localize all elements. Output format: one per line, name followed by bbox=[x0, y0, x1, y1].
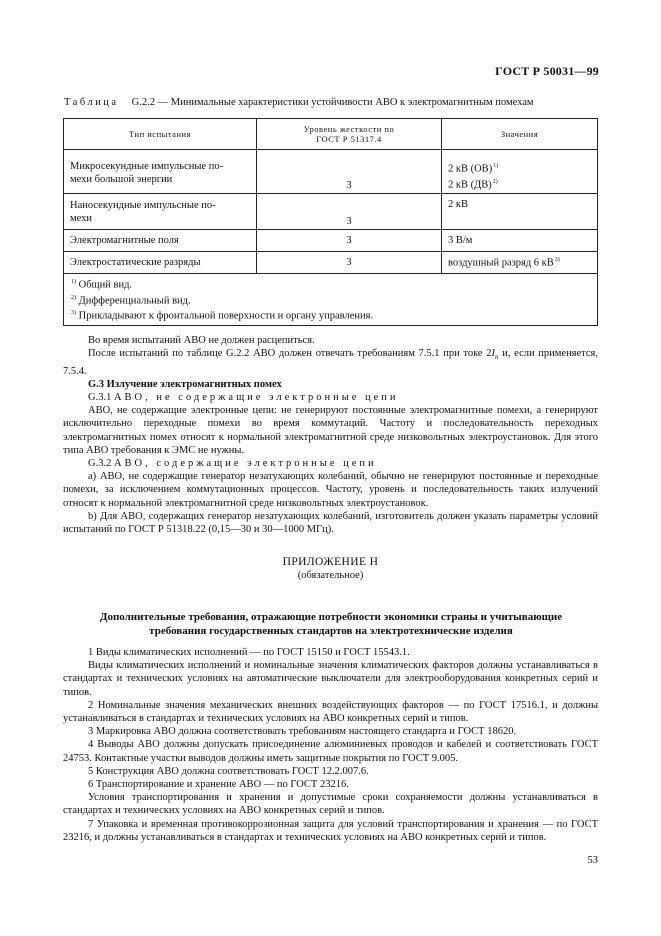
note-mark: 2) bbox=[71, 294, 76, 301]
note-mark: 3) bbox=[71, 310, 76, 316]
note-text: Прикладывают к фронтальной поверхности и органу управления. bbox=[78, 310, 374, 322]
footnote-mark: 3) bbox=[554, 256, 560, 263]
footnote-mark: 2) bbox=[492, 178, 498, 185]
current-symbol: I bbox=[491, 348, 496, 360]
row-value: воздушный разряд 6 кВ bbox=[448, 257, 554, 269]
paragraph: АВО, не содержащие электронные цепи: не генерируют постоянные электромагнитные помехи, а генерируют исключительно переходные помехи во время коммутаций. Частоту и последовательность переходных электромагнитных помех относят к нормальной электромагнитной среде низковольтных электроустановок. Для этого типа АВО требования к ЭМС не нужны. bbox=[63, 405, 598, 456]
table-row bbox=[64, 252, 598, 274]
subsection-heading bbox=[63, 391, 598, 404]
list-item: 6 Транспортирование и хранение АВО — по ГОСТ 23216. bbox=[88, 779, 349, 791]
row-level bbox=[257, 194, 442, 230]
row-value: 2 кВ (ДВ) bbox=[448, 179, 492, 190]
row-type: Наносекундные импульсные по- мехи bbox=[70, 200, 216, 224]
subsection-number: G.3.1 bbox=[88, 391, 112, 403]
table-header-row bbox=[64, 119, 598, 150]
paragraph: Во время испытаний АВО не должен расцепиться. bbox=[88, 335, 315, 346]
table-note bbox=[70, 307, 591, 323]
row-level-value: 3 bbox=[346, 180, 352, 191]
paragraph-part: и, если применяется, 7.5.4. bbox=[63, 348, 599, 377]
row-level: 3 bbox=[257, 252, 442, 274]
row-values bbox=[448, 152, 591, 191]
list-item: Виды климатических исполнений и номинальные значения климатических факторов должны устанавливаться в стандартах и технических условиях на автоматические выключатели для электрооборудования конкретных серий и типов. bbox=[63, 660, 598, 698]
row-type: Электростатические разряды bbox=[64, 252, 257, 274]
subsection-title: АВО, не содержащие электронные цепи bbox=[113, 391, 399, 403]
table-note bbox=[70, 276, 591, 292]
list-item: 4 Выводы АВО должны допускать присоединение алюминиевых проводов и кабелей и соответствовать ГОСТ 24753. Контактные участки выводов должны иметь защитные покрытия по ГОСТ 9.005. bbox=[63, 739, 598, 764]
section-heading: G.3 Излучение электромагнитных помех bbox=[88, 378, 282, 390]
paragraph-part: После испытаний по таблице G.2.2 АВО должен отвечать требованиям 7.5.1 при токе 2 bbox=[88, 348, 492, 360]
table-caption-text: G.2.2 — Минимальные характеристики устойчивости АВО к электромагнитным помехам bbox=[131, 97, 534, 108]
header-severity-level bbox=[257, 119, 442, 150]
note-mark: 1) bbox=[71, 279, 76, 285]
table-row bbox=[64, 194, 598, 230]
appendix-body bbox=[63, 646, 598, 844]
current-subscript: n bbox=[495, 353, 499, 362]
g-section-text bbox=[63, 334, 598, 536]
note-text: Дифференциальный вид. bbox=[78, 295, 191, 306]
standard-header: ГОСТ Р 50031—99 bbox=[495, 64, 599, 78]
table-row bbox=[64, 150, 598, 194]
note-text: Общий вид. bbox=[78, 279, 133, 291]
table-caption-label: Таблица bbox=[64, 97, 119, 108]
row-level: 3 bbox=[257, 230, 442, 252]
row-value: 2 кВ (ОВ) bbox=[448, 163, 493, 175]
row-value: 3 В/м bbox=[442, 230, 598, 252]
appendix-subtitle: (обязательное) bbox=[297, 570, 364, 581]
appendix-title: ПРИЛОЖЕНИЕ Н bbox=[282, 556, 379, 568]
table-row bbox=[64, 230, 598, 252]
list-item: 1 Виды климатических исполнений — по ГОСТ 15150 и ГОСТ 15543.1. bbox=[88, 647, 410, 658]
list-item: Условия транспортирования и хранения и допустимые сроки сохраняемости должны устанавливаться в стандартах и технических условиях на АВО конкретных серий и типов. bbox=[63, 792, 598, 817]
table-caption bbox=[64, 97, 534, 108]
appendix-heading: Дополнительные требования, отражающие потребности экономики страны и учитывающие требования государственных стандартов на электротехнические изделия bbox=[99, 611, 563, 637]
header-values: Значения bbox=[442, 119, 598, 150]
list-item: 2 Номинальные значения механических внешних воздействующих факторов — по ГОСТ 17516.1, и должны устанавливаться в стандартах и технических условиях на АВО конкретных серий и типов. bbox=[63, 699, 598, 725]
list-item: 3 Маркировка АВО должна соответствовать требованиям настоящего стандарта и ГОСТ 18620. bbox=[88, 726, 517, 738]
table-notes bbox=[64, 274, 598, 326]
header-severity-line1: Уровень жесткости по bbox=[303, 124, 395, 134]
emc-table bbox=[63, 118, 598, 326]
subsection-title: АВО, содержащие электронные цепи bbox=[113, 457, 377, 469]
paragraph bbox=[63, 347, 598, 378]
list-item: 7 Упаковка и временная противокоррозионная защита для условий транспортирования и хранения — по ГОСТ 23216, и должны устанавливаться в стандартах и технических условиях на АВО конкретных серий и типов. bbox=[63, 818, 598, 843]
table-note bbox=[70, 292, 591, 308]
table-notes-row bbox=[64, 274, 598, 326]
header-severity-line2: ГОСТ Р 51317.4 bbox=[316, 134, 382, 144]
header-test-type: Тип испытания bbox=[64, 119, 257, 150]
paragraph: а) АВО, не содержащие генератор незатухающих колебаний, обычно не генерируют постоянные и переходные помехи, за исключением коммутационных процессов. Частоту, уровень и последовательность таких излучений относят к нормальной электромагнитной среде низковольтных электроустановок. bbox=[63, 471, 598, 509]
row-type: Микросекундные импульсные по- мехи большой энергии bbox=[70, 161, 224, 185]
footnote-mark: 1) bbox=[493, 163, 499, 169]
paragraph: b) Для АВО, содержащих генератор незатухающих колебаний, изготовитель должен указать параметры условий испытаний по ГОСТ Р 51318.22 (0,15—30 и 30—1000 МГц). bbox=[63, 510, 598, 535]
row-level-value: 3 bbox=[346, 216, 352, 227]
page-number: 53 bbox=[587, 855, 598, 866]
subsection-number: G.3.2 bbox=[88, 457, 112, 469]
list-item: 5 Конструкция АВО должна соответствовать ГОСТ 12.2.007.6. bbox=[88, 765, 369, 777]
row-type: Электромагнитные поля bbox=[64, 230, 257, 252]
row-level bbox=[257, 150, 442, 194]
row-value: 2 кВ bbox=[448, 199, 468, 210]
subsection-heading bbox=[63, 457, 598, 470]
